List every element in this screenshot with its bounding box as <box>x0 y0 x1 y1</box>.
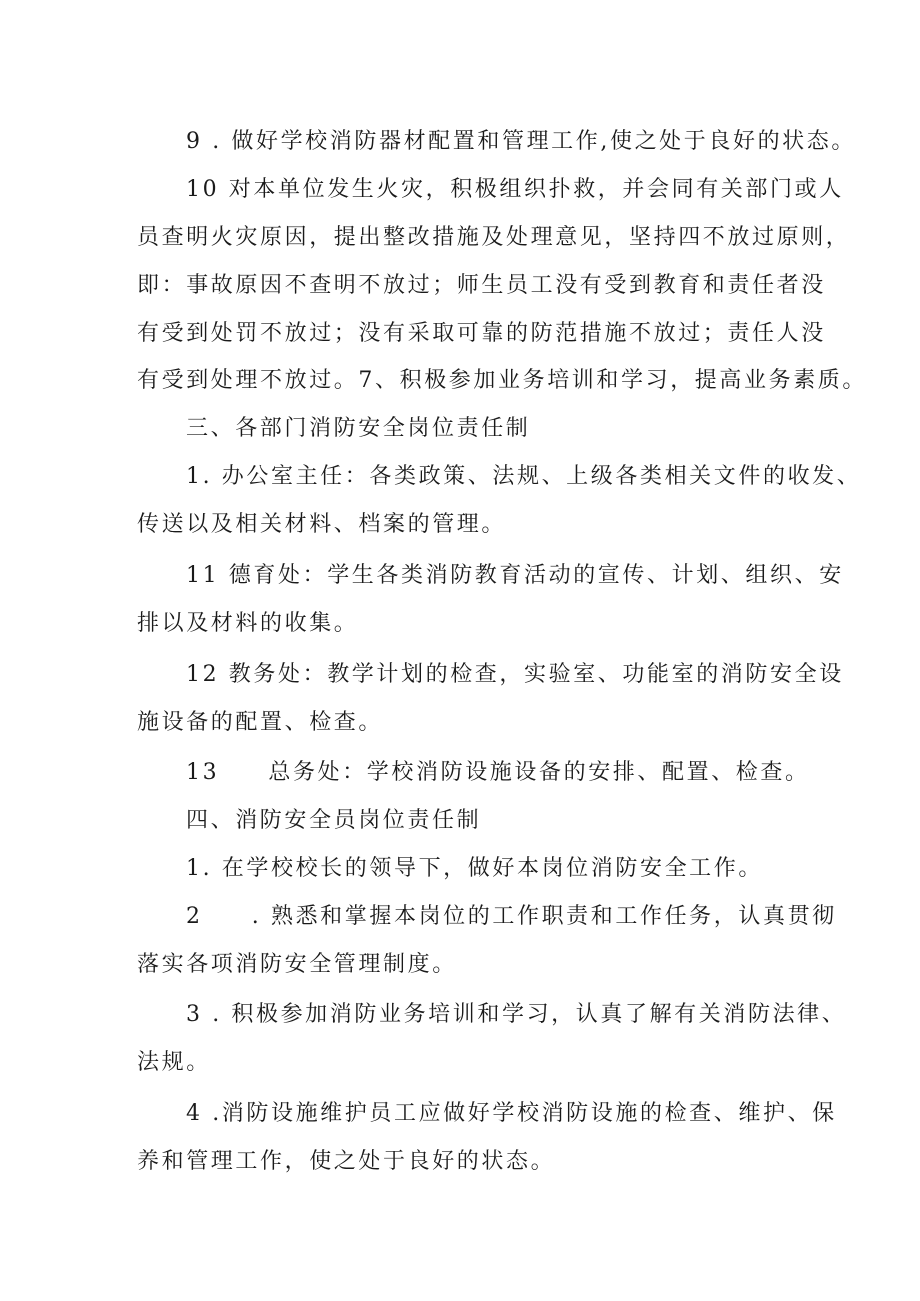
text-line: 落实各项消防安全管理制度。 <box>137 952 457 977</box>
text-line: 11 德育处：学生各类消防教育活动的宣传、计划、组织、安 <box>186 563 844 588</box>
text-line: 13 总务处：学校消防设施设备的安排、配置、检查。 <box>186 760 810 785</box>
text-line: 施设备的配置、检查。 <box>137 710 384 735</box>
text-line: 排以及材料的收集。 <box>137 611 359 636</box>
section-heading: 三、各部门消防安全岗位责任制 <box>186 416 531 441</box>
text-line: 即：事故原因不查明不放过；师生员工没有受到教育和责任者没 <box>137 273 826 298</box>
section-heading: 四、消防安全员岗位责任制 <box>186 808 482 833</box>
text-line: 9 . 做好学校消防器材配置和管理工作,使之处于良好的状态。 <box>186 129 856 154</box>
text-line: 1. 在学校校长的领导下，做好本岗位消防安全工作。 <box>186 856 763 881</box>
text-line: 有受到处理不放过。7、积极参加业务培训和学习，提高业务素质。 <box>137 368 867 393</box>
text-line: 2 . 熟悉和掌握本岗位的工作职责和工作任务，认真贯彻 <box>186 904 837 929</box>
text-line: 1. 办公室主任：各类政策、法规、上级各类相关文件的收发、 <box>186 464 862 489</box>
text-line: 10 对本单位发生火灾，积极组织扑救，并会同有关部门或人 <box>186 177 844 202</box>
text-line: 12 教务处：教学计划的检查，实验室、功能室的消防安全设 <box>186 662 844 687</box>
text-line: 养和管理工作，使之处于良好的状态。 <box>137 1149 556 1174</box>
text-line: 3 . 积极参加消防业务培训和学习，认真了解有关消防法律、 <box>186 1002 847 1027</box>
text-line: 传送以及相关材料、档案的管理。 <box>137 512 507 537</box>
text-line: 有受到处罚不放过；没有采取可靠的防范措施不放过；责任人没 <box>137 321 826 346</box>
text-line: 员查明火灾原因，提出整改措施及处理意见，坚持四不放过原则， <box>137 225 851 250</box>
text-line: 法规。 <box>137 1050 211 1075</box>
text-line: 4 .消防设施维护员工应做好学校消防设施的检查、维护、保 <box>186 1101 837 1126</box>
